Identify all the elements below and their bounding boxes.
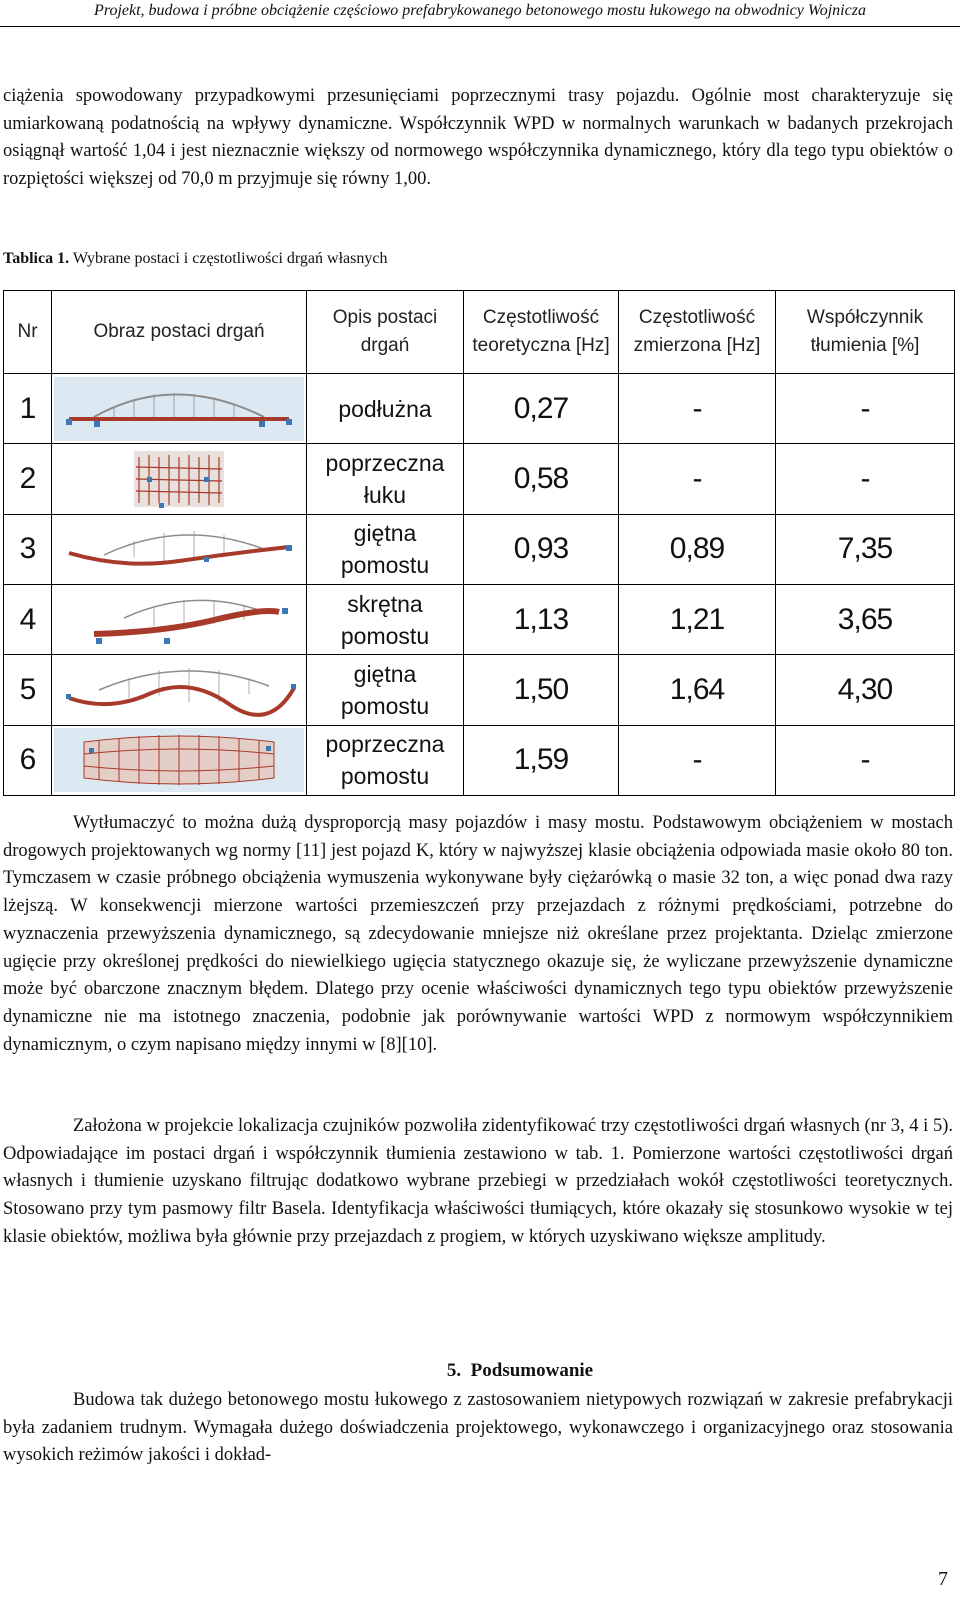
bridge-longitudinal-mode-icon [54, 377, 304, 441]
table-caption-text: Wybrane postaci i częstotliwości drgań własnych [72, 250, 388, 267]
row-freq-measured: - [619, 374, 776, 444]
running-header: Projekt, budowa i próbne obciążenie częściowo prefabrykowanego betonowego mostu łukowego na obwodnicy Wojnicza [0, 2, 960, 27]
row-freq-theoretical: 0,58 [464, 444, 619, 514]
section-number: 5. [446, 1360, 462, 1381]
row-description: skrętna pomostu [307, 584, 464, 654]
row-damping: 7,35 [776, 514, 955, 584]
row-damping: - [776, 444, 955, 514]
table-row [4, 444, 955, 514]
row-description: poprzeczna pomostu [307, 725, 464, 795]
row-nr: 3 [4, 514, 52, 584]
row-damping: 4,30 [776, 655, 955, 725]
row-freq-theoretical: 1,13 [464, 584, 619, 654]
mode-image [52, 725, 307, 795]
intro-paragraph: ciążenia spowodowany przypadkowymi przesunięciami poprzecznymi trasy pojazdu. Ogólnie most charakteryzuje się umiarkowaną podatnością na wpływy dynamiczne. Współczynnik WPD w normalnych warunkach w badanych przekrojach osiągnął wartość 1,04 i jest nieznacznie większy od normowego współczynnika dynamicznego, który dla tego typu obiektów o rozpiętości większej od 70,0 m przyjmuje się równy 1,00. [3, 86, 953, 190]
table-caption [3, 250, 387, 268]
row-description: giętna pomostu [307, 514, 464, 584]
summary-paragraph: Budowa tak dużego betonowego mostu łukowego z zastosowaniem nietypowych rozwiązań w zakresie prefabrykacji była zadaniem trudnym. Wymagała dużego doświadczenia projektowego, wykonawczego i organizacyjnego oraz stosowania wysokich reżimów jakości i dokład- [3, 1390, 953, 1466]
header-freq-theoretical: Częstotliwość teoretyczna [Hz] [464, 291, 619, 374]
table-row [4, 514, 955, 584]
section-heading [0, 1360, 960, 1382]
bridge-deck-bending-mode-2-icon [54, 658, 304, 722]
bridge-deck-transverse-mode-icon [54, 728, 304, 792]
table-header-row [4, 291, 955, 374]
row-description: poprzeczna łuku [307, 444, 464, 514]
row-description: podłużna [307, 374, 464, 444]
bridge-deck-bending-mode-icon [54, 517, 304, 581]
vibration-modes-table [3, 290, 955, 796]
table-row [4, 655, 955, 725]
row-freq-theoretical: 0,93 [464, 514, 619, 584]
row-nr: 5 [4, 655, 52, 725]
row-freq-measured: 1,64 [619, 655, 776, 725]
header-freq-measured: Częstotliwość zmierzona [Hz] [619, 291, 776, 374]
mode-image [52, 514, 307, 584]
bridge-arch-transverse-mode-icon [54, 447, 304, 511]
section-title: Podsumowanie [470, 1360, 594, 1381]
row-freq-measured: 1,21 [619, 584, 776, 654]
row-freq-measured: - [619, 444, 776, 514]
header-damping: Współczynnik tłumienia [%] [776, 291, 955, 374]
table-caption-label: Tablica 1. [3, 250, 70, 267]
mode-image [52, 655, 307, 725]
page-number: 7 [938, 1568, 948, 1590]
header-nr: Nr [4, 291, 52, 374]
body-paragraph-2: Założona w projekcie lokalizacja czujników pozwoliła zidentyfikować trzy częstotliwości drgań własnych (nr 3, 4 i 5). Odpowiadające im postaci drgań i współczynnik tłumienia zestawiono w tab. 1. Pomierzone wartości częstotliwości drgań własnych i tłumienie uzyskano filtrując dodatkowo wybrane przebiegi w przedziałach wokół częstotliwości teoretycznych. Stosowano przy tym pasmowy filtr Basela. Identyfikacja właściwości tłumiących, które okazały się stosunkowo wysokie w tej klasie obiektów, możliwa była głównie przy przejazdach z progiem, w których uzyskiwano większe amplitudy. [3, 1116, 953, 1247]
table-row [4, 584, 955, 654]
row-freq-theoretical: 0,27 [464, 374, 619, 444]
row-damping: - [776, 725, 955, 795]
header-image: Obraz postaci drgań [52, 291, 307, 374]
row-damping: - [776, 374, 955, 444]
body-paragraph-1: Wytłumaczyć to można dużą dysproporcją masy pojazdów i masy mostu. Podstawowym obciążeniem w mostach drogowych projektowanych wg normy [11] jest pojazd K, który w najwyższej klasie obciążenia odpowiada masie około 80 ton. Tymczasem w czasie próbnego obciążenia wymuszenia wykonywane były ciężarówką o masie 32 ton, a więc ponad dwa razy lżejszą. W konsekwencji mierzone wartości przemieszczeń przy przejazdach z różnymi prędkościami, potrzebne do wyznaczenia przewyższenia dynamicznego, są zdecydowanie mniejsze niż określane przez projektanta. Dzieląc zmierzone ugięcie przy określonej prędkości do niewielkiego ugięcia statycznego okazuje się, że wyliczane przewyższenie dynamiczne może być obarczone znacznym błędem. Dlatego przy ocenie właściwości dynamicznych tego typu obiektów przewyższenie dynamiczne nie ma istotnego znaczenia, podobnie jak porównywanie wartości WPD z normowym współczynnikiem dynamicznym, o czym napisano między innymi w [8][10]. [3, 813, 953, 1055]
row-nr: 6 [4, 725, 52, 795]
row-freq-theoretical: 1,59 [464, 725, 619, 795]
mode-image [52, 374, 307, 444]
row-nr: 2 [4, 444, 52, 514]
row-freq-theoretical: 1,50 [464, 655, 619, 725]
row-description: giętna pomostu [307, 655, 464, 725]
mode-image [52, 444, 307, 514]
row-freq-measured: 0,89 [619, 514, 776, 584]
row-nr: 1 [4, 374, 52, 444]
table-row [4, 374, 955, 444]
row-damping: 3,65 [776, 584, 955, 654]
table-row [4, 725, 955, 795]
bridge-deck-torsion-mode-icon [54, 588, 304, 652]
mode-image [52, 584, 307, 654]
row-nr: 4 [4, 584, 52, 654]
row-freq-measured: - [619, 725, 776, 795]
header-description: Opis postaci drgań [307, 291, 464, 374]
